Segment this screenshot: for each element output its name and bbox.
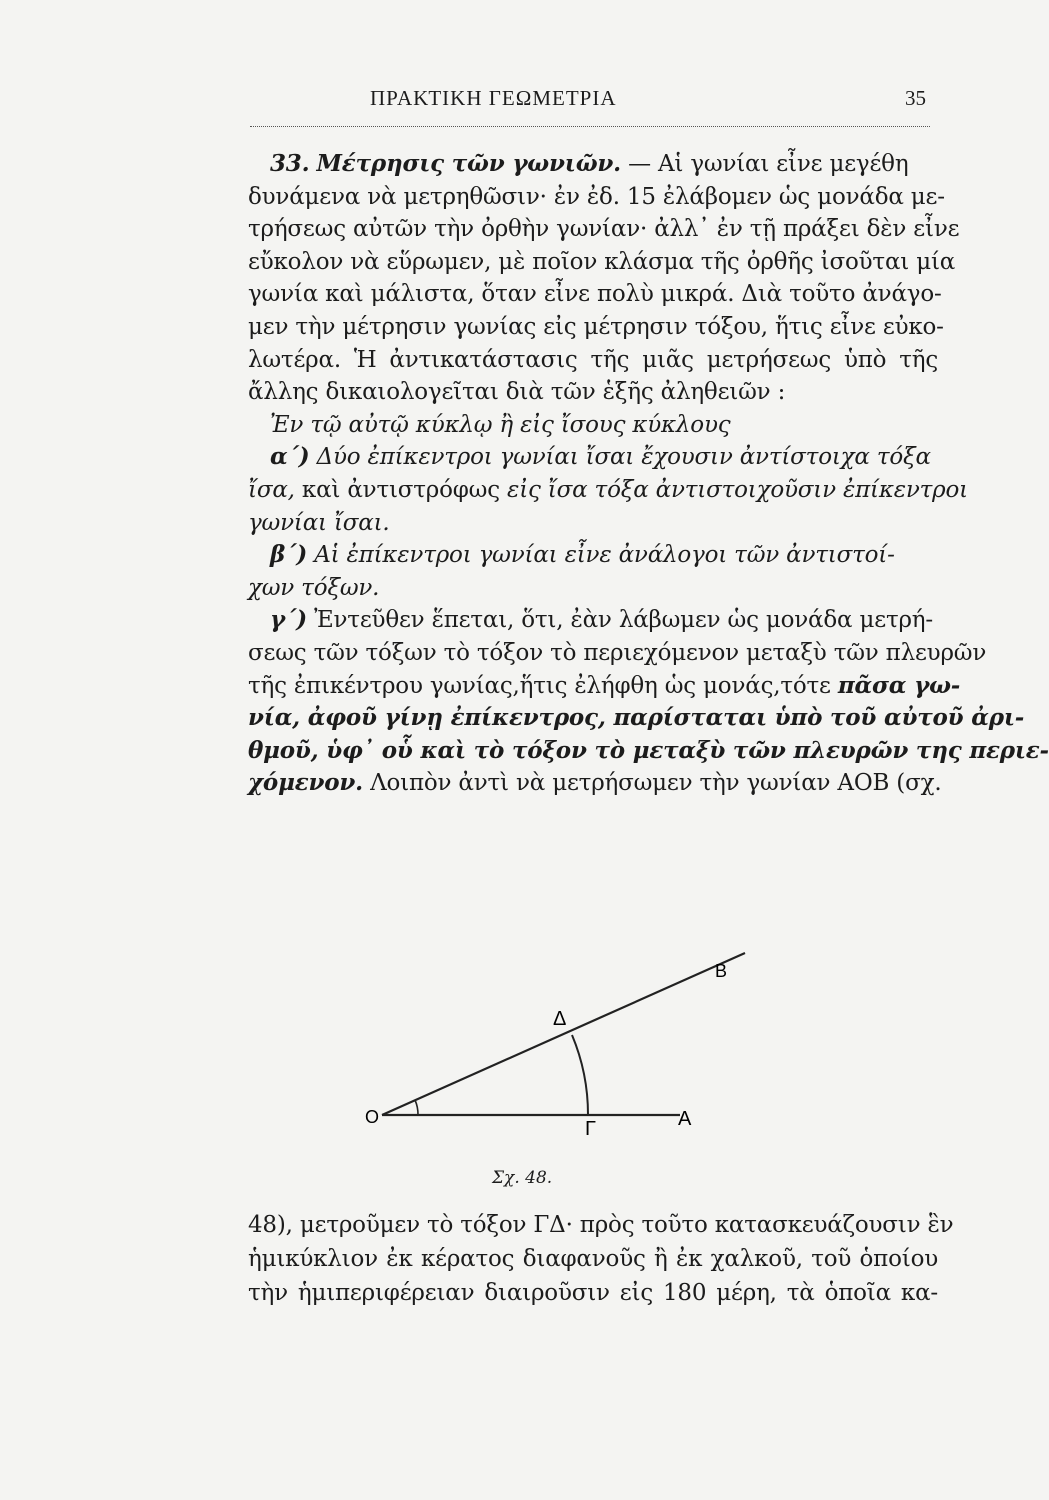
section-number: 33. — [270, 150, 310, 177]
item-c-text: Λοιπὸν ἀντὶ νὰ μετρήσωμεν τὴν γωνίαν ΑΟΒ (σχ. — [370, 770, 942, 797]
arc-gamma-delta — [572, 1035, 588, 1115]
text-line: 48), μετροῦμεν τὸ τόξον ΓΔ· πρὸς τοῦτο κατασκευάζουσιν ἓν — [248, 1212, 954, 1238]
section-heading-line — [248, 148, 938, 181]
label-gamma: Γ — [585, 1118, 597, 1140]
header-rule — [250, 126, 930, 127]
section-title: Μέτρησις τῶν γωνιῶν. — [316, 150, 621, 177]
item-c-text: πᾶσα γω- — [837, 671, 961, 699]
item-b-line — [248, 539, 938, 572]
item-a-line — [248, 441, 938, 474]
item-b-label: β΄) — [270, 541, 308, 569]
item-c-line: σεως τῶν τόξων τὸ τόξον τὸ περιεχόμενον μεταξὺ τῶν πλευρῶν — [248, 639, 987, 666]
item-c-line — [248, 767, 942, 800]
item-a-label: α΄) — [270, 443, 310, 471]
italic-intro: Ἐν τῷ αὐτῷ κύκλῳ ἢ εἰς ἴσους κύκλους — [270, 411, 731, 438]
item-a-line — [248, 474, 968, 507]
item-a-text: Δύο ἐπίκεντροι γωνίαι ἴσαι ἔχουσιν ἀντίστοιχα τόξα — [316, 444, 931, 471]
item-a-text: ἴσα, — [248, 476, 295, 503]
text-line: τὴν ἡμιπεριφέρειαν διαιροῦσιν εἰς 180 μέρη, τὰ ὁποῖα κα- — [248, 1280, 938, 1306]
item-c-line — [248, 670, 961, 703]
text-line: τρήσεως αὐτῶν τὴν ὀρθὴν γωνίαν· ἀλλ᾽ ἐν τῇ πράξει δὲν εἶνε — [248, 216, 960, 243]
label-delta: Δ — [553, 1008, 567, 1030]
item-c-text: Ἐντεῦθεν ἕπεται, ὅτι, ἐὰν λάβωμεν ὡς μονάδα μετρή- — [314, 607, 933, 634]
running-title: ΠΡΑΚΤΙΚΗ ΓΕΩΜΕΤΡΙΑ — [370, 86, 617, 110]
item-b-line: χων τόξων. — [248, 574, 380, 601]
item-c-text: χόμενον. — [248, 769, 363, 797]
item-c-line: θμοῦ, ὑφ᾽ οὗ καὶ τὸ τόξον τὸ μεταξὺ τῶν πλευρῶν της περιε- — [248, 736, 1049, 764]
text-line: ἄλλης δικαιολογεῖται διὰ τῶν ἑξῆς ἀληθειῶν : — [248, 379, 786, 406]
item-c-line — [248, 604, 938, 637]
continuation-text — [248, 1208, 954, 1310]
text-line: γωνία καὶ μάλιστα, ὅταν εἶνε πολὺ μικρά. Διὰ τοῦτο ἀνάγο- — [248, 281, 942, 308]
item-c-line: νία, ἀφοῦ γίνῃ ἐπίκεντρος, παρίσταται ὑπὸ τοῦ αὐτοῦ ἀρι- — [248, 704, 1025, 732]
label-b: B — [715, 961, 728, 981]
text-line: εὔκολον νὰ εὕρωμεν, μὲ ποῖον κλάσμα τῆς ὀρθῆς ἰσοῦται μία — [248, 248, 956, 275]
ray-ob — [382, 953, 745, 1115]
page-number: 35 — [905, 86, 926, 110]
text-line: μεν τὴν μέτρησιν γωνίας εἰς μέτρησιν τόξου, ἥτις εἶνε εὐκο- — [248, 313, 944, 340]
running-head — [0, 86, 1020, 116]
label-a: A — [678, 1108, 692, 1130]
item-a-text: καὶ ἀντιστρόφως — [301, 476, 500, 503]
item-c-label: γ΄) — [270, 606, 307, 634]
figure-caption: Σχ. 48. — [492, 1168, 553, 1188]
angle-figure — [360, 955, 728, 1140]
item-c-text: τῆς ἐπικέντρου γωνίας,ἥτις ἐλήφθη ὡς μονάς,τότε — [248, 672, 831, 699]
item-b-text: Αἱ ἐπίκεντροι γωνίαι εἶνε ἀνάλογοι τῶν ἀντιστοί- — [314, 542, 895, 569]
label-o: O — [365, 1107, 380, 1127]
text-line: δυνάμενα νὰ μετρηθῶσιν· ἐν ἐδ. 15 ἐλάβομεν ὡς μονάδα με- — [248, 183, 945, 210]
text-line: — Αἱ γωνίαι εἶνε μεγέθη — [628, 151, 909, 177]
main-text — [248, 148, 1049, 800]
angle-mark — [415, 1100, 418, 1115]
item-a-text: εἰς ἴσα τόξα ἀντιστοιχοῦσιν ἐπίκεντροι — [507, 476, 968, 503]
text-line: λωτέρα. Ἡ ἀντικατάστασις τῆς μιᾶς μετρήσεως ὑπὸ τῆς — [248, 346, 938, 373]
item-a-line: γωνίαι ἴσαι. — [248, 509, 390, 536]
text-line: ἡμικύκλιον ἐκ κέρατος διαφανοῦς ἢ ἐκ χαλκοῦ, τοῦ ὁποίου — [248, 1246, 938, 1272]
